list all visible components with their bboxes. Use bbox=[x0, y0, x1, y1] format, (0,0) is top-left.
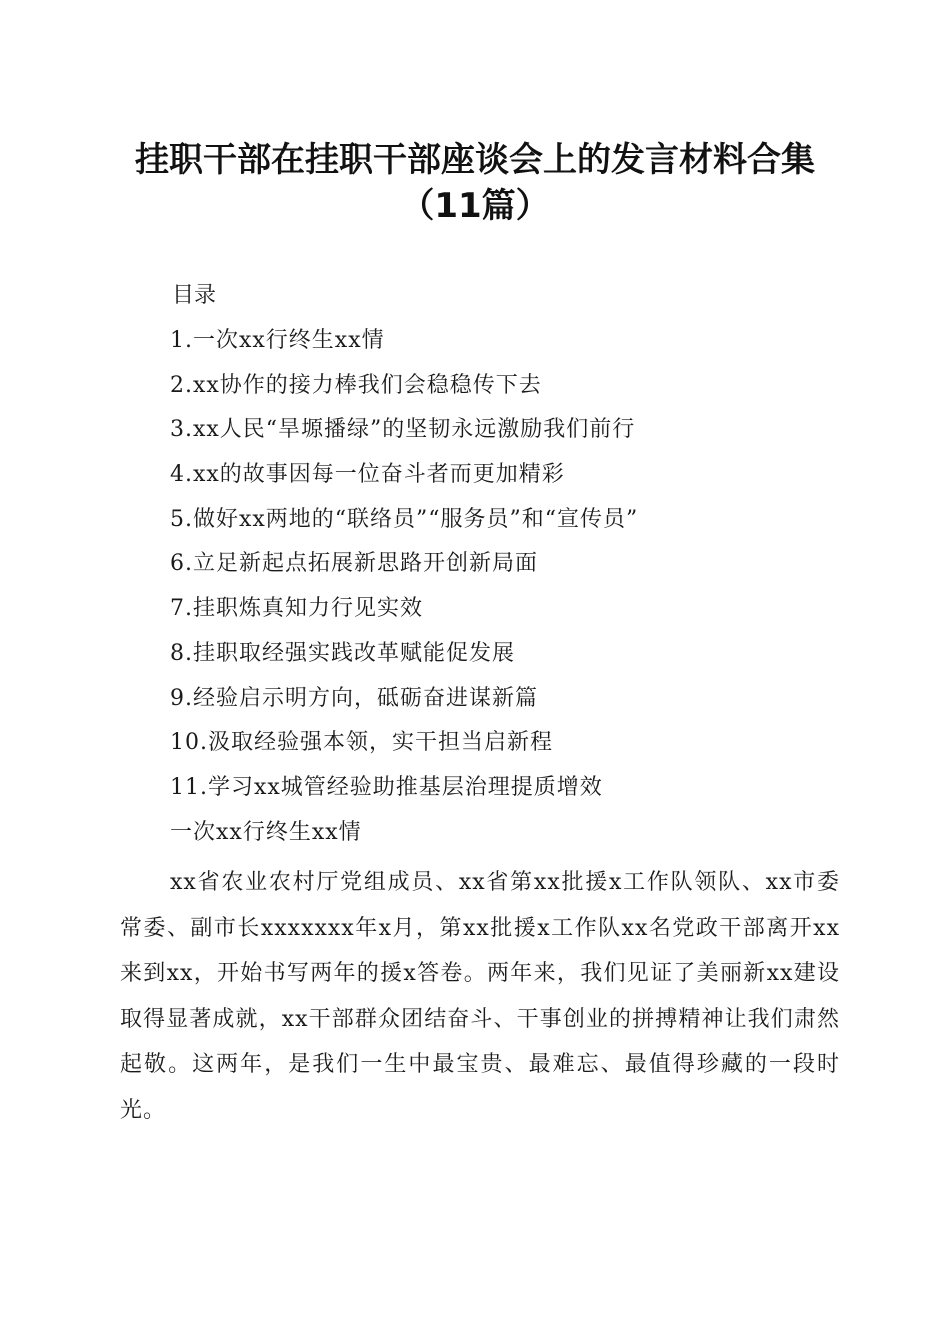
table-of-contents bbox=[170, 325, 638, 817]
toc-item: 9.经验启示明方向，砥砺奋进谋新篇 bbox=[170, 685, 538, 711]
document-title: 挂职干部在挂职干部座谈会上的发言材料合集 bbox=[135, 140, 815, 180]
toc-item: 5.做好xx两地的“联络员”“服务员”和“宣传员” bbox=[170, 506, 639, 532]
toc-heading: 目录 bbox=[172, 283, 217, 308]
toc-item: 6.立足新起点拓展新思路开创新局面 bbox=[170, 551, 538, 577]
toc-item: 7.挂职炼真知力行见实效 bbox=[170, 596, 423, 622]
toc-item: 4.xx的故事因每一位奋斗者而更加精彩 bbox=[170, 462, 565, 488]
toc-item: 10.汲取经验强本领，实干担当启新程 bbox=[170, 730, 553, 756]
section-heading: 一次xx行终生xx情 bbox=[170, 820, 362, 845]
document-title-count: （11篇） bbox=[400, 186, 550, 226]
toc-item: 1.一次xx行终生xx情 bbox=[170, 328, 385, 353]
toc-item: 3.xx人民“旱塬播绿”的坚韧永远激励我们前行 bbox=[170, 417, 636, 443]
toc-item: 2.xx协作的接力棒我们会稳稳传下去 bbox=[170, 372, 542, 398]
body-paragraph: xx省农业农村厅党组成员、xx省第xx批援x工作队领队、xx市委常委、副市长xxxxxxx年x月，第xx批援x工作队xx名党政干部离开xx来到xx，开始书写两年的援x答卷。两年来，我们见证了美丽新xx建设取得显著成就，xx干部群众团结奋斗、干事创业的拼搏精神让我们肃然起敬。这两年，是我们一生中最宝贵、最难忘、最值得珍藏的一段时光。 bbox=[120, 870, 840, 1123]
toc-item: 8.挂职取经强实践改革赋能促发展 bbox=[170, 640, 515, 666]
toc-item: 11.学习xx城管经验助推基层治理提质增效 bbox=[170, 774, 603, 800]
